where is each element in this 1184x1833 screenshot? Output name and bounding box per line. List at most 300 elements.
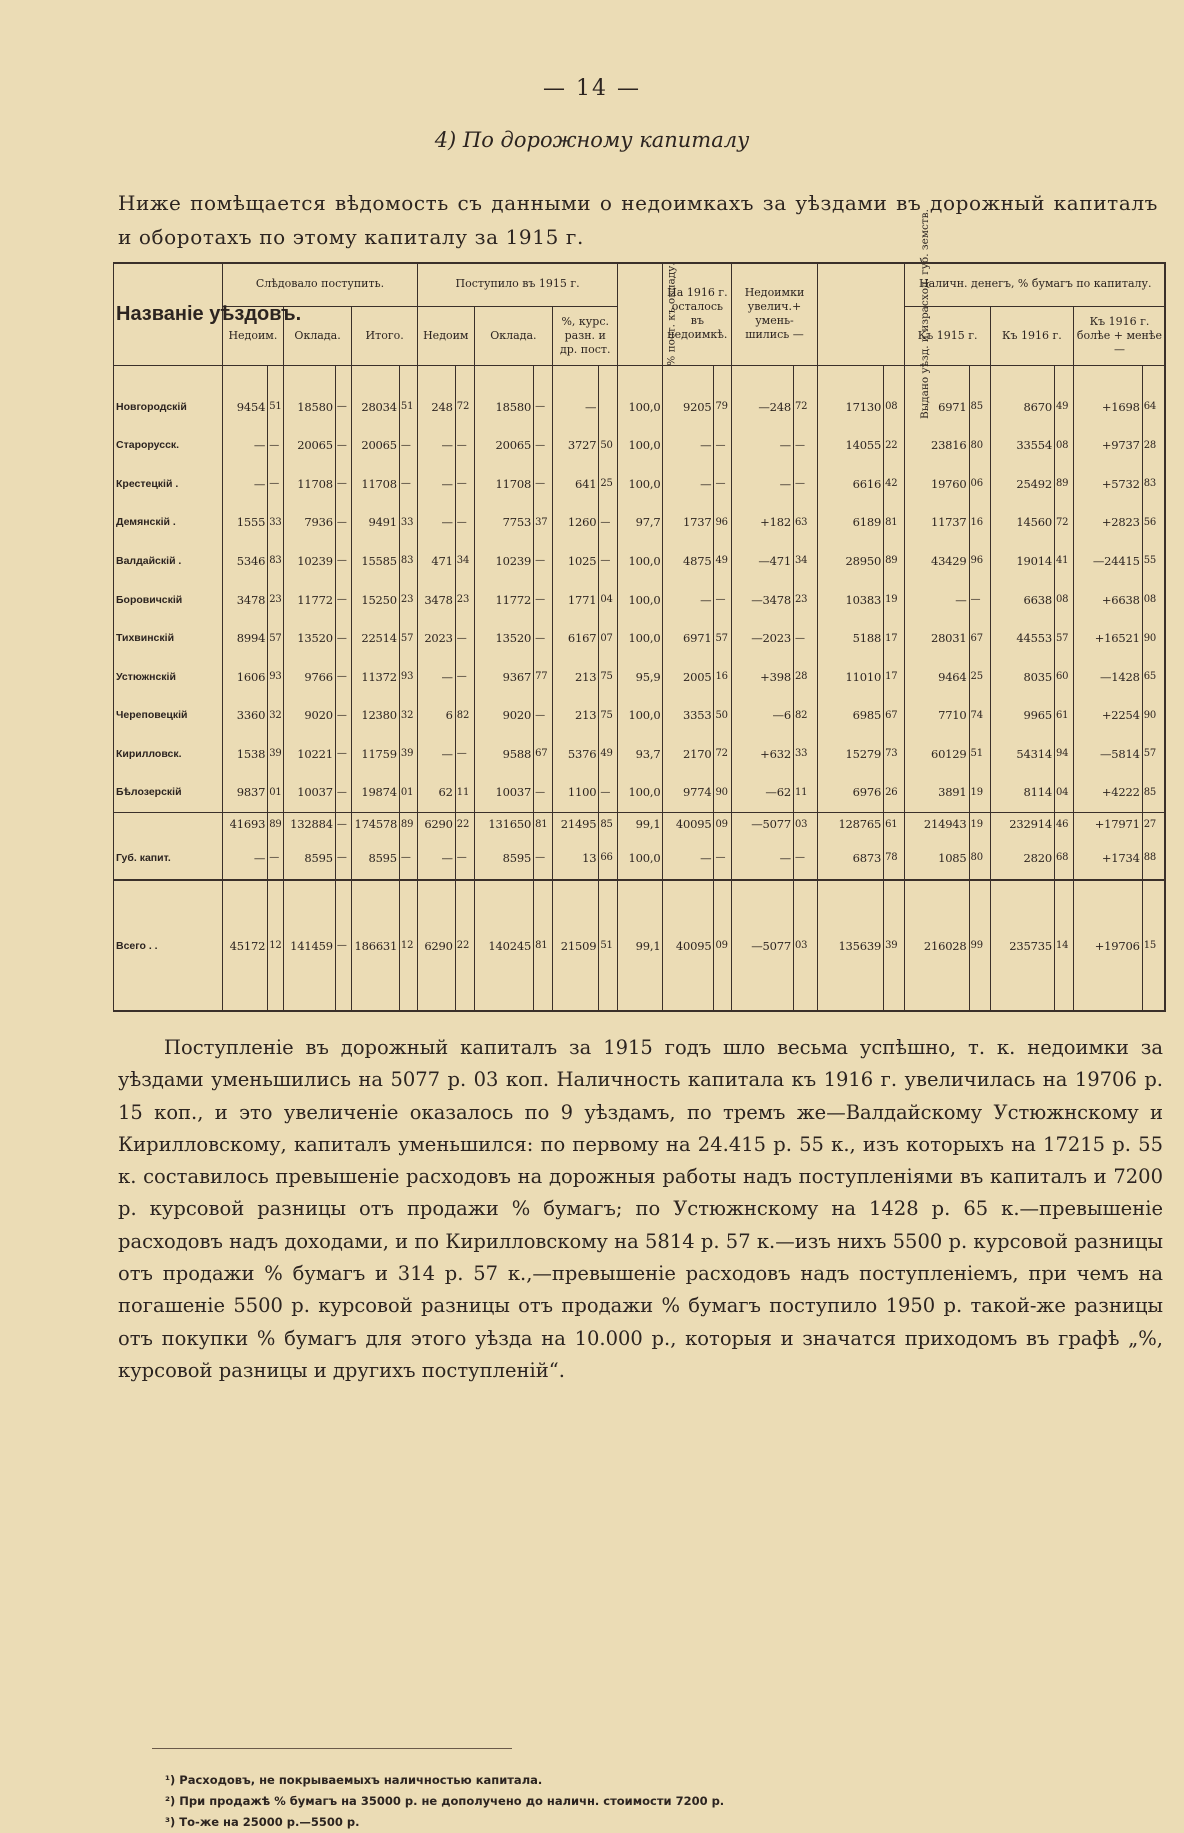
cell: 61: [1054, 696, 1073, 735]
cell: 6638: [990, 580, 1054, 619]
cell: 44553: [990, 619, 1054, 658]
cell: —: [534, 542, 553, 581]
cell: 19014: [990, 542, 1054, 581]
cell: —: [417, 465, 455, 504]
header-should-total: Итого.: [352, 307, 417, 366]
section-title: 4) По дорожному капиталу: [434, 128, 750, 152]
cell: —: [335, 387, 352, 426]
cell: 8994: [223, 619, 268, 658]
cell: 8595: [474, 836, 533, 880]
cell: 3478: [223, 580, 268, 619]
cell: 22: [884, 426, 905, 465]
cell: 11708: [283, 465, 335, 504]
cell: —: [223, 426, 268, 465]
cell: 90: [714, 773, 732, 812]
table-row: [114, 465, 1166, 504]
cell: —471: [732, 542, 794, 581]
cell: 1025: [553, 542, 599, 581]
cell: 08: [1142, 580, 1165, 619]
cell: 28: [793, 657, 817, 696]
header-should-arrears: Недоим.: [223, 307, 284, 366]
cell: +1698: [1073, 387, 1142, 426]
cell: [905, 366, 969, 388]
cell: 2820: [990, 836, 1054, 880]
cell: 235735: [990, 880, 1054, 1010]
row-label: Всего . .: [114, 880, 223, 1010]
cell: —: [599, 503, 618, 542]
cell: —: [553, 387, 599, 426]
cell: —: [455, 426, 474, 465]
cell: 10221: [283, 735, 335, 774]
cell: 100,0: [618, 426, 663, 465]
cell: 8670: [990, 387, 1054, 426]
header-should: Слѣдовало поступить.: [223, 262, 418, 307]
cell: 11010: [817, 657, 883, 696]
cell: 99: [969, 880, 990, 1010]
cell: —: [335, 426, 352, 465]
header-received-assessment: Оклада.: [474, 307, 552, 366]
cell: [352, 366, 399, 388]
cell: 51: [969, 735, 990, 774]
cell: 6985: [817, 696, 883, 735]
spacer-row: [114, 366, 1166, 388]
cell: —: [534, 465, 553, 504]
cell: [399, 366, 417, 388]
cell: —: [732, 465, 794, 504]
cell: 9965: [990, 696, 1054, 735]
cell: —5077: [732, 812, 794, 836]
cell: 80: [969, 426, 990, 465]
cell: —: [223, 465, 268, 504]
cell: —: [417, 657, 455, 696]
cell: 45172: [223, 880, 268, 1010]
cell: 9205: [663, 387, 714, 426]
cell: [599, 387, 618, 426]
cell: 15: [1142, 880, 1165, 1010]
cell: 3353: [663, 696, 714, 735]
cell: 11737: [905, 503, 969, 542]
cell: 81: [534, 880, 553, 1010]
cell: 77: [534, 657, 553, 696]
row-label: Кирилловск.: [114, 735, 223, 774]
cell: —: [534, 773, 553, 812]
cell: 12: [268, 880, 283, 1010]
cell: 60129: [905, 735, 969, 774]
cell: [599, 366, 618, 388]
cell: 12: [399, 880, 417, 1010]
cell: —: [399, 465, 417, 504]
cell: 135639: [817, 880, 883, 1010]
cell: 08: [1054, 580, 1073, 619]
cell: 248: [417, 387, 455, 426]
cell: +17971: [1073, 812, 1142, 836]
cell: [663, 366, 714, 388]
cell: 132884: [283, 812, 335, 836]
cell: 2023: [417, 619, 455, 658]
closing-text: Поступленіе въ дорожный капиталъ за 1915 годъ шло весьма успѣшно, т. к. недоимки за уѣздами уменьшились на 5077 р. 03 коп. Наличность капитала къ 1916 г. увеличилась на 19706 р. 15 коп., и это увеличеніе оказалось по 9 уѣздамъ, по тремъ же—Валдайскому Устюжнскому и Кирилловскому, капиталъ уменьшился: по первому на 24.415 р. 55 к., изъ которыхъ на 17215 р. 55 к. составилось превышеніе расходовъ на дорожныя работы надъ поступленіями въ капиталъ и 7200 р. курсовой разницы отъ продажи % бумагъ; по Устюжнскому на 1428 р. 65 к.—превышеніе расходовъ надъ доходами, и по Кирилловскому на 5814 р. 57 к.—изъ нихъ 5500 р. курсовой разницы отъ продажи % бумагъ и 314 р. 57 к.,—превышеніе расходовъ надъ поступленіемъ, при чемъ на погашеніе 5500 р. курсовой разницы отъ продажи % бумагъ поступило 1950 р. такой-же разницы отъ покупки % бумагъ для этого уѣзда на 10.000 р., которыя и значатся приходомъ въ графѣ „%, курсовой разницы и другихъ поступленій“.: [118, 1036, 1163, 1382]
cell: +16521: [1073, 619, 1142, 658]
cell: 186631: [352, 880, 399, 1010]
cell: [714, 366, 732, 388]
cell: —: [335, 657, 352, 696]
cell: 13520: [474, 619, 533, 658]
cell: 7936: [283, 503, 335, 542]
cell: 14560: [990, 503, 1054, 542]
cell: 11372: [352, 657, 399, 696]
cell: —: [599, 542, 618, 581]
cell: 25: [599, 465, 618, 504]
cell: —: [335, 696, 352, 735]
cell: 6616: [817, 465, 883, 504]
cell: 41: [1054, 542, 1073, 581]
cell: 99,1: [618, 812, 663, 836]
cell: +19706: [1073, 880, 1142, 1010]
cell: 10239: [474, 542, 533, 581]
cell: 11708: [352, 465, 399, 504]
cell: 79: [714, 387, 732, 426]
cell: 1555: [223, 503, 268, 542]
cell: +2823: [1073, 503, 1142, 542]
cell: 32: [268, 696, 283, 735]
cell: —: [793, 836, 817, 880]
cell: 14: [1054, 880, 1073, 1010]
cell: 19: [969, 773, 990, 812]
cell: 128765: [817, 812, 883, 836]
cell: 39: [884, 880, 905, 1010]
cell: 06: [969, 465, 990, 504]
cell: 01: [268, 773, 283, 812]
row-label: Тихвинскій: [114, 619, 223, 658]
cell: 11708: [474, 465, 533, 504]
cell: 213: [553, 657, 599, 696]
cell: 34: [793, 542, 817, 581]
cell: 100,0: [618, 542, 663, 581]
cell: 174578: [352, 812, 399, 836]
cell: 33: [399, 503, 417, 542]
cell: —: [335, 542, 352, 581]
header-cash-1915: Къ 1915 г.: [905, 307, 990, 366]
cell: 54314: [990, 735, 1054, 774]
cell: 26: [884, 773, 905, 812]
cell: 471: [417, 542, 455, 581]
cell: —: [534, 580, 553, 619]
cell: 6971: [663, 619, 714, 658]
cell: +1734: [1073, 836, 1142, 880]
cell: 3727: [553, 426, 599, 465]
cell: 11: [793, 773, 817, 812]
cell: 27: [1142, 812, 1165, 836]
cell: 3478: [417, 580, 455, 619]
cell: 62: [417, 773, 455, 812]
cell: 40095: [663, 812, 714, 836]
cell: 100,0: [618, 773, 663, 812]
cell: 96: [714, 503, 732, 542]
table-row: [114, 426, 1166, 465]
cell: 9020: [474, 696, 533, 735]
cell: 9367: [474, 657, 533, 696]
cell: 08: [1054, 426, 1073, 465]
cell: 03: [793, 880, 817, 1010]
cell: 141459: [283, 880, 335, 1010]
cell: —: [663, 836, 714, 880]
cell: 03: [793, 812, 817, 836]
cell: 9454: [223, 387, 268, 426]
row-label: Губ. капит.: [114, 836, 223, 880]
footnote-3: ³) То-же на 25000 р.—5500 р.: [165, 1815, 360, 1829]
cell: —: [335, 836, 352, 880]
cell: —: [223, 836, 268, 880]
cell: —: [905, 580, 969, 619]
gub-capital-row: [114, 836, 1166, 880]
cell: 16: [969, 503, 990, 542]
header-issued: Выдано уѣзд. и израсход. губ. земств.: [817, 262, 905, 366]
cell: 2170: [663, 735, 714, 774]
cell: 100,0: [618, 696, 663, 735]
row-label: Устюжнскій: [114, 657, 223, 696]
cell: 5376: [553, 735, 599, 774]
header-should-assessment: Оклада.: [283, 307, 352, 366]
cell: 23: [399, 580, 417, 619]
cell: 08: [884, 387, 905, 426]
cell: —: [417, 735, 455, 774]
cell: —: [793, 619, 817, 658]
cell: —: [399, 426, 417, 465]
table-row: [114, 735, 1166, 774]
cell: 25492: [990, 465, 1054, 504]
cell: 6290: [417, 880, 455, 1010]
cell: 6976: [817, 773, 883, 812]
cell: —: [534, 836, 553, 880]
cell: 51: [599, 880, 618, 1010]
cell: [1142, 366, 1165, 388]
cell: —2023: [732, 619, 794, 658]
cell: —62: [732, 773, 794, 812]
row-label: [114, 366, 223, 388]
cell: —: [417, 503, 455, 542]
cell: 09: [714, 812, 732, 836]
cell: 93: [399, 657, 417, 696]
cell: 73: [884, 735, 905, 774]
cell: 22514: [352, 619, 399, 658]
row-label: Старорусск.: [114, 426, 223, 465]
cell: 83: [268, 542, 283, 581]
cell: —: [335, 735, 352, 774]
table-row: [114, 387, 1166, 426]
cell: 57: [268, 619, 283, 658]
cell: 23: [268, 580, 283, 619]
cell: +9737: [1073, 426, 1142, 465]
cell: 1100: [553, 773, 599, 812]
cell: 3891: [905, 773, 969, 812]
cell: 72: [1054, 503, 1073, 542]
cell: 28950: [817, 542, 883, 581]
cell: 49: [599, 735, 618, 774]
cell: 10037: [283, 773, 335, 812]
cell: —: [663, 465, 714, 504]
cell: [283, 366, 335, 388]
cell: —: [335, 465, 352, 504]
cell: 72: [793, 387, 817, 426]
row-label: Череповецкій: [114, 696, 223, 735]
cell: —: [663, 426, 714, 465]
header-arrears: Недоимки увелич.+ умень- шились —: [732, 262, 817, 366]
cell: 18580: [474, 387, 533, 426]
cell: —: [335, 580, 352, 619]
cell: 93,7: [618, 735, 663, 774]
cell: —3478: [732, 580, 794, 619]
cell: 19: [884, 580, 905, 619]
cell: 100,0: [618, 465, 663, 504]
cell: 641: [553, 465, 599, 504]
cell: 13520: [283, 619, 335, 658]
cell: 9837: [223, 773, 268, 812]
cell: 6971: [905, 387, 969, 426]
cell: 85: [599, 812, 618, 836]
cell: 15279: [817, 735, 883, 774]
cell: 01: [399, 773, 417, 812]
cell: 74: [969, 696, 990, 735]
cell: —: [335, 812, 352, 836]
cell: —24415: [1073, 542, 1142, 581]
cell: 14055: [817, 426, 883, 465]
cell: +182: [732, 503, 794, 542]
cell: 100,0: [618, 387, 663, 426]
cell: 89: [399, 812, 417, 836]
cell: 9766: [283, 657, 335, 696]
table-row: [114, 619, 1166, 658]
cell: 8595: [352, 836, 399, 880]
intro-paragraph: Ниже помѣщается вѣдомость съ данными о недоимкахъ за уѣздами въ дорожный капиталъ и оборотахъ по этому капиталу за 1915 г.: [118, 191, 1158, 249]
cell: 83: [1142, 465, 1165, 504]
cell: —: [455, 836, 474, 880]
cell: 12380: [352, 696, 399, 735]
cell: [223, 366, 268, 388]
cell: [474, 366, 533, 388]
cell: 10239: [283, 542, 335, 581]
cell: 23: [793, 580, 817, 619]
cell: 82: [793, 696, 817, 735]
cell: 41693: [223, 812, 268, 836]
cell: [817, 366, 883, 388]
cell: 1538: [223, 735, 268, 774]
cell: —: [455, 735, 474, 774]
cell: —: [455, 619, 474, 658]
cell: —: [714, 580, 732, 619]
cell: 72: [714, 735, 732, 774]
cell: 9588: [474, 735, 533, 774]
cell: —6: [732, 696, 794, 735]
cell: —: [455, 465, 474, 504]
cell: —5077: [732, 880, 794, 1010]
footnote-1: ¹) Расходовъ, не покрываемыхъ наличностью капитала.: [165, 1773, 543, 1787]
cell: 65: [1142, 657, 1165, 696]
cell: —: [732, 426, 794, 465]
cell: 61: [884, 812, 905, 836]
cell: 13: [553, 836, 599, 880]
cell: 57: [1142, 735, 1165, 774]
cell: 57: [399, 619, 417, 658]
cell: 42: [884, 465, 905, 504]
cell: 80: [969, 836, 990, 880]
cell: [268, 366, 283, 388]
cell: 89: [884, 542, 905, 581]
cell: 140245: [474, 880, 533, 1010]
cell: —: [534, 696, 553, 735]
cell: 32: [399, 696, 417, 735]
cell: 9491: [352, 503, 399, 542]
cell: 60: [1054, 657, 1073, 696]
cell: —1428: [1073, 657, 1142, 696]
cell: 67: [884, 696, 905, 735]
cell: 04: [1054, 773, 1073, 812]
cell: [732, 366, 794, 388]
cell: 75: [599, 696, 618, 735]
cell: 131650: [474, 812, 533, 836]
cell: —: [335, 619, 352, 658]
cell: 213: [553, 696, 599, 735]
cell: 17: [884, 619, 905, 658]
cell: [553, 366, 599, 388]
cell: 10037: [474, 773, 533, 812]
cell: 56: [1142, 503, 1165, 542]
cell: +4222: [1073, 773, 1142, 812]
cell: 04: [599, 580, 618, 619]
cell: 39: [399, 735, 417, 774]
cell: 49: [714, 542, 732, 581]
table-row: [114, 773, 1166, 812]
subtotal-row: [114, 812, 1166, 836]
cell: 82: [455, 696, 474, 735]
cell: 64: [1142, 387, 1165, 426]
cell: 63: [793, 503, 817, 542]
cell: 28034: [352, 387, 399, 426]
cell: 6873: [817, 836, 883, 880]
cell: 33554: [990, 426, 1054, 465]
cell: —: [732, 836, 794, 880]
cell: 216028: [905, 880, 969, 1010]
cell: —5814: [1073, 735, 1142, 774]
cell: 78: [884, 836, 905, 880]
cell: 88: [1142, 836, 1165, 880]
cell: —: [714, 836, 732, 880]
cell: [417, 366, 455, 388]
cell: —248: [732, 387, 794, 426]
cell: 25: [969, 657, 990, 696]
cell: 11: [455, 773, 474, 812]
cell: 96: [969, 542, 990, 581]
cell: 1260: [553, 503, 599, 542]
cell: —: [793, 426, 817, 465]
cell: +6638: [1073, 580, 1142, 619]
header-received: Поступило въ 1915 г.: [417, 262, 618, 307]
cell: [534, 366, 553, 388]
cell: 5346: [223, 542, 268, 581]
cell: 90: [1142, 619, 1165, 658]
cell: [618, 366, 663, 388]
cell: 37: [534, 503, 553, 542]
cell: 20065: [474, 426, 533, 465]
header-cash: Наличн. денегъ, % бумагъ по капиталу.: [905, 262, 1165, 307]
cell: 81: [534, 812, 553, 836]
cell: 68: [1054, 836, 1073, 880]
cell: —: [335, 773, 352, 812]
cell: 55: [1142, 542, 1165, 581]
cell: 1771: [553, 580, 599, 619]
table-row: [114, 696, 1166, 735]
cell: 90: [1142, 696, 1165, 735]
cell: 8114: [990, 773, 1054, 812]
cell: 72: [455, 387, 474, 426]
